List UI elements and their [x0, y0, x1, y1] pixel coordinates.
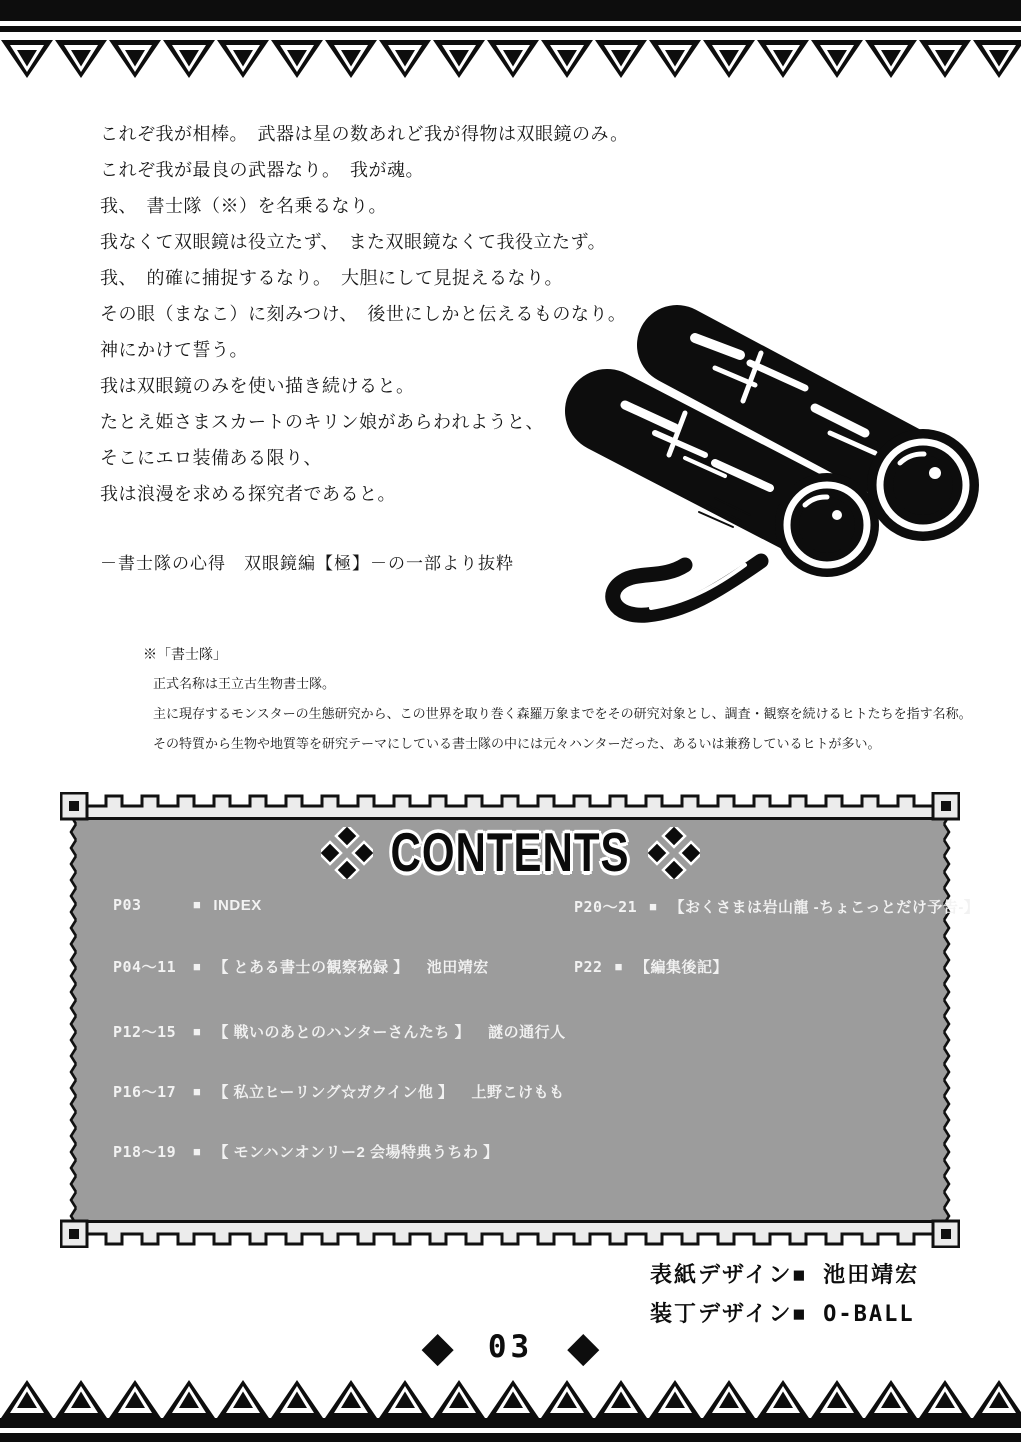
entry-square-marker: ■ — [649, 899, 658, 914]
entry-pages: P12～15 — [113, 1023, 177, 1041]
entry-pages: P22 — [574, 958, 603, 976]
monologue-line: 我、 的確に捕捉するなり。 大胆にして見捉えるなり。 — [100, 268, 563, 289]
monologue-line: 我は双眼鏡のみを使い描き続けると。 — [100, 376, 415, 397]
contents-entry — [113, 1141, 517, 1162]
entry-title: 【 戦いのあとのハンターさんたち 】 — [213, 1024, 471, 1041]
entry-pages: P16～17 — [113, 1083, 177, 1101]
monologue-line: 我、 書士隊（※）を名乗るなり。 — [100, 196, 387, 217]
bottom-border-bar — [0, 1433, 1021, 1442]
entry-title: 【おくさまは岩山龍 ‐ちょこっとだけ予告‐】 — [669, 899, 980, 916]
credit-line — [650, 1258, 919, 1289]
diamond-icon: ◆ — [567, 1322, 600, 1371]
monologue-line: 我は浪漫を求める探究者であると。 — [100, 484, 396, 505]
entry-author: 謎の通行人 — [488, 1024, 566, 1041]
top-border-bar — [0, 0, 1021, 21]
diamond-icon: ◆ — [421, 1322, 454, 1371]
top-border-triangle-row — [0, 40, 1021, 80]
footnote-line: 正式名称は王立古生物書士隊。 — [153, 677, 336, 692]
diamond-cluster-icon — [321, 827, 373, 879]
monologue-line: これぞ我が相棒。 武器は星の数あれど我が得物は双眼鏡のみ。 — [100, 124, 629, 145]
entry-square-marker: ■ — [193, 1144, 202, 1159]
bottom-border-triangle-row — [0, 1378, 1021, 1418]
entry-pages: P18～19 — [113, 1143, 177, 1161]
credit-square-marker: ■ — [792, 1303, 808, 1326]
entry-title: 【 私立ヒーリング☆ガクイン他 】 — [213, 1084, 454, 1101]
credit-square-marker: ■ — [792, 1264, 808, 1287]
entry-square-marker: ■ — [193, 897, 202, 912]
credit-line — [650, 1297, 919, 1328]
entry-square-marker: ■ — [193, 1024, 202, 1039]
entry-title: 【編集後記】 — [634, 959, 728, 976]
contents-title — [60, 820, 960, 886]
credit-role: 表紙デザイン — [650, 1262, 793, 1287]
entry-square-marker: ■ — [193, 1084, 202, 1099]
top-border-line — [0, 26, 1021, 32]
contents-entry — [574, 956, 728, 977]
credit-name: O-BALL — [823, 1302, 915, 1327]
footnote-line: その特質から生物や地質等を研究テーマにしている書士隊の中には元々ハンターだった、あるいは兼務しているヒトが多い。 — [153, 737, 881, 752]
contents-entry — [113, 1021, 566, 1042]
credit-role: 装丁デザイン — [650, 1301, 793, 1326]
contents-title-label: CONTENTS — [390, 821, 630, 883]
bottom-border-bar — [0, 1418, 1021, 1428]
monologue-line: そこにエロ装備ある限り、 — [100, 448, 322, 469]
entry-pages: P04～11 — [113, 958, 177, 976]
contents-entry — [574, 896, 979, 917]
monologue-line: たとえ姫さまスカートのキリン娘があらわれようと、 — [100, 412, 544, 433]
footnote-heading: ※「書士隊」 — [143, 647, 227, 663]
entry-pages: P03 — [113, 896, 142, 914]
entry-title: 【 モンハンオンリー2 会場特典うちわ 】 — [213, 1144, 499, 1161]
page-number: 03 — [487, 1329, 534, 1365]
monologue-line: 我なくて双眼鏡は役立たず、 また双眼鏡なくて我役立たず。 — [100, 232, 607, 253]
monologue-line: 神にかけて誓う。 — [100, 340, 248, 361]
contents-entry — [113, 956, 489, 977]
entry-author: 上野こけもも — [471, 1084, 565, 1101]
monologue-attribution: －書士隊の心得 双眼鏡編【極】－の一部より抜粋 — [100, 554, 514, 574]
footnote-line: 主に現存するモンスターの生態研究から、この世界を取り巻く森羅万象までをその研究対象とし、調査・観察を続けるヒトたちを指す名称。 — [153, 707, 972, 722]
footnote-block — [143, 640, 993, 760]
entry-square-marker: ■ — [193, 959, 202, 974]
contents-entry — [113, 896, 280, 914]
contents-box — [60, 792, 980, 1248]
entry-square-marker: ■ — [614, 959, 623, 974]
contents-entry — [113, 1081, 565, 1102]
page-number-footer — [0, 1322, 1021, 1371]
credits-block — [650, 1258, 919, 1336]
credit-name: 池田靖宏 — [823, 1263, 920, 1288]
monologue-block — [100, 117, 720, 513]
monologue-line: その眼（まなこ）に刻みつけ、 後世にしかと伝えるものなり。 — [100, 304, 627, 325]
diamond-cluster-icon — [648, 827, 700, 879]
entry-title: 【 とある書士の観察秘録 】 — [213, 959, 409, 976]
entry-pages: P20～21 — [574, 898, 638, 916]
monologue-line: これぞ我が最良の武器なり。 我が魂。 — [100, 160, 424, 181]
entry-author: 池田靖宏 — [426, 959, 489, 976]
entry-title: INDEX — [213, 897, 262, 914]
